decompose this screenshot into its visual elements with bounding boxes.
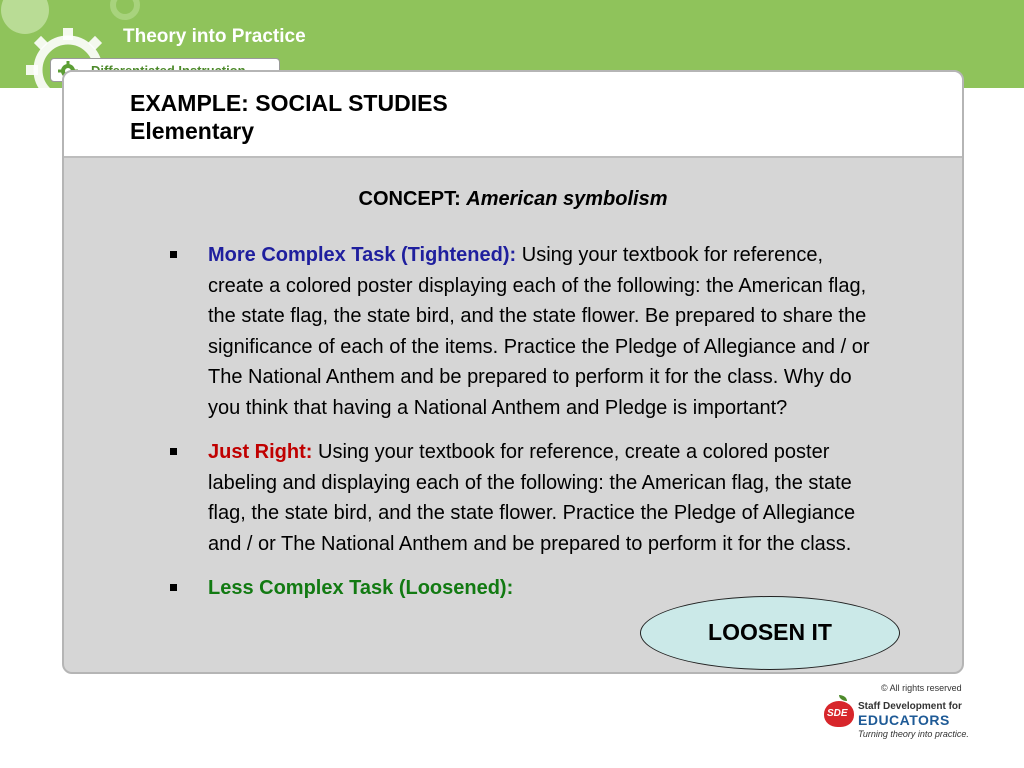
logo-tagline: Turning theory into practice.: [858, 729, 969, 739]
bullet-square-icon: [170, 251, 177, 258]
copyright-notice: © All rights reserved: [881, 683, 962, 693]
loosen-it-callout: LOOSEN IT: [640, 596, 900, 670]
concept-label: CONCEPT:: [358, 188, 461, 210]
logo-apple-text: SDE: [827, 708, 848, 719]
task-text-just-right: Using your textbook for reference, create a colored poster labeling and displaying each of the following: the American flag, the state flag, the state bird, and the state flower. Practice the Pledge of Allegiance and / or The National Anthem and be prepared to perform it for the class.: [208, 441, 856, 555]
series-title: Theory into Practice: [123, 26, 306, 47]
task-label-loosened: Less Complex Task (Loosened):: [208, 577, 514, 599]
bullet-square-icon: [170, 584, 177, 591]
task-text-tightened: Using your textbook for reference, create a colored poster displaying each of the following: the American flag, the state flag, the state bird, and the state flower. Be prepared to share the significance of each of the items. Practice the Pledge of Allegiance and / or The National Anthem and be prepared to perform it for the class. Why do you think that having a National Anthem and Pledge is important?: [208, 244, 870, 419]
task-list: [170, 240, 870, 618]
slide-card: [62, 70, 964, 674]
task-item-just-right: [170, 437, 870, 559]
logo-line-2: EDUCATORS: [858, 712, 950, 728]
slide-subtitle: Elementary: [130, 118, 255, 144]
task-label-just-right: Just Right:: [208, 441, 313, 463]
task-label-tightened: More Complex Task (Tightened):: [208, 244, 517, 266]
sde-logo: [822, 695, 982, 745]
bullet-square-icon: [170, 448, 177, 455]
slide-title-area: [64, 72, 962, 158]
concept-line: [64, 188, 962, 211]
slide-title: EXAMPLE: SOCIAL STUDIES: [130, 90, 448, 116]
task-item-tightened: [170, 240, 870, 423]
concept-value: American symbolism: [466, 188, 668, 210]
logo-line-1: Staff Development for: [858, 701, 962, 712]
